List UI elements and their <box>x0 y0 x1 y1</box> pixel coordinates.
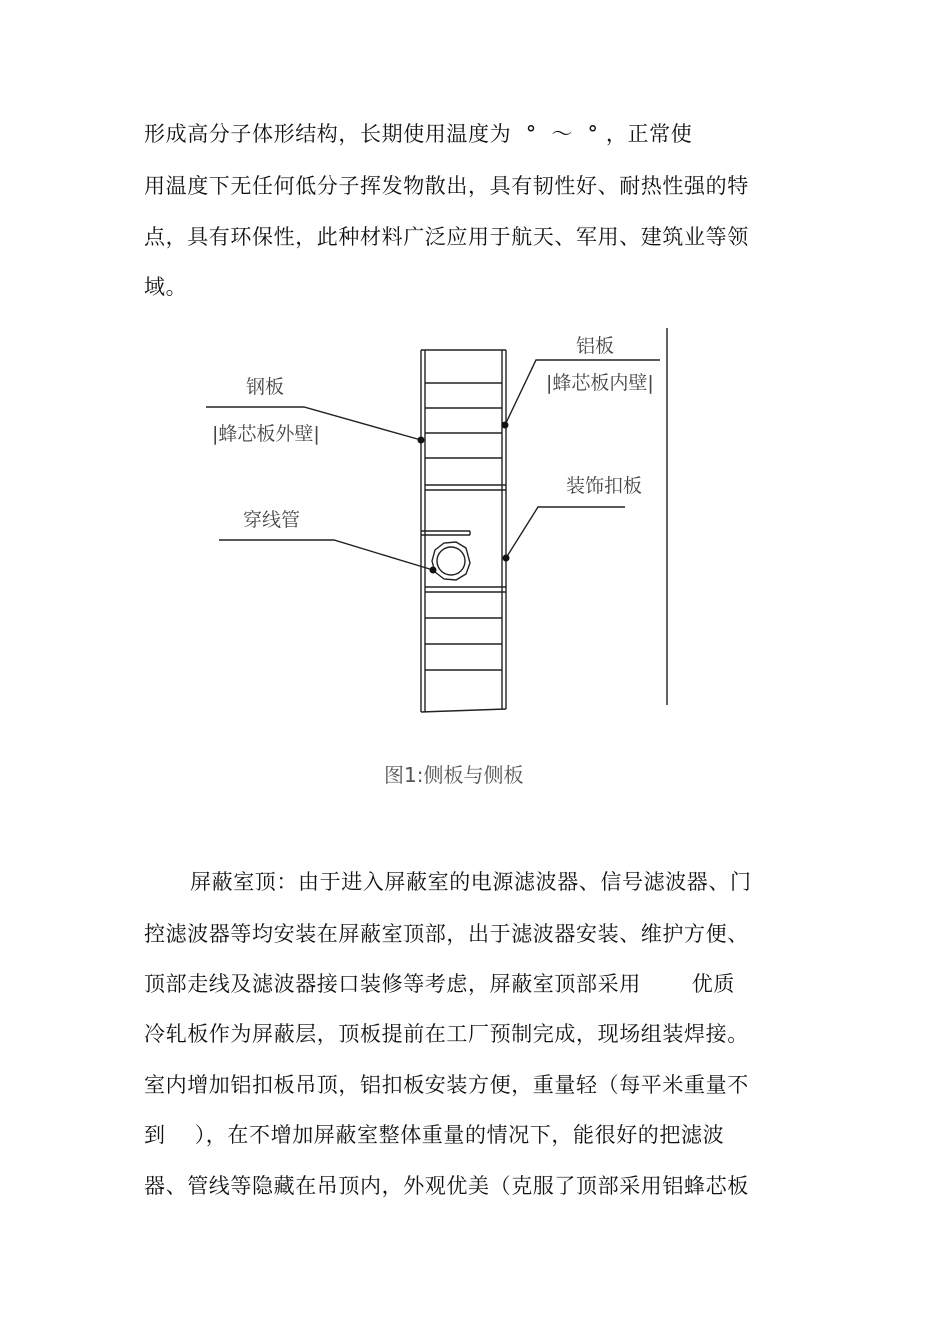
paragraph1-line-1: 形成高分子体形结构，长期使用温度为 ° ～ ° ，正常使 <box>144 122 693 146</box>
paragraph1-line-3: 点，具有环保性，此种材料广泛应用于航天、军用、建筑业等领 <box>144 225 749 249</box>
label-honeycomb-outer: |蜂芯板外壁| <box>212 423 320 445</box>
paragraph1-line-2: 用温度下无任何低分子挥发物散出，具有韧性好、耐热性强的特 <box>144 174 749 198</box>
label-steel-plate: 钢板 <box>246 376 285 398</box>
paragraph2-line-3: 顶部走线及滤波器接口装修等考虑，屏蔽室顶部采用 优质 <box>144 972 735 996</box>
label-decor-plate: 装饰扣板 <box>566 475 643 497</box>
label-conduit: 穿线管 <box>243 509 301 531</box>
paragraph2-line-7: 器、管线等隐藏在吊顶内，外观优美（克服了顶部采用铝蜂芯板 <box>144 1174 749 1198</box>
paragraph2-line-4: 冷轧板作为屏蔽层，顶板提前在工厂预制完成，现场组装焊接。 <box>144 1022 749 1046</box>
leader-decor <box>506 507 625 558</box>
conduit-inner <box>437 547 465 575</box>
paragraph2-line-2: 控滤波器等均安装在屏蔽室顶部，出于滤波器安装、维护方便、 <box>144 922 749 946</box>
paragraph2-line-5: 室内增加铝扣板吊顶，铝扣板安装方便，重量轻（每平米重量不 <box>144 1073 749 1097</box>
conduit-outer <box>432 542 470 580</box>
label-aluminum-plate: 铝板 <box>576 335 615 357</box>
paragraph1-line-4: 域。 <box>144 275 188 299</box>
figure-caption: 图1:侧板与侧板 <box>384 763 524 787</box>
paragraph2-line-1: 屏蔽室顶：由于进入屏蔽室的电源滤波器、信号滤波器、门 <box>190 870 752 894</box>
paragraph2-line-6: 到 ），在不增加屏蔽室整体重量的情况下，能很好的把滤波 <box>144 1123 725 1147</box>
leader-conduit <box>219 540 433 570</box>
label-honeycomb-inner: |蜂芯板内壁| <box>546 372 654 394</box>
